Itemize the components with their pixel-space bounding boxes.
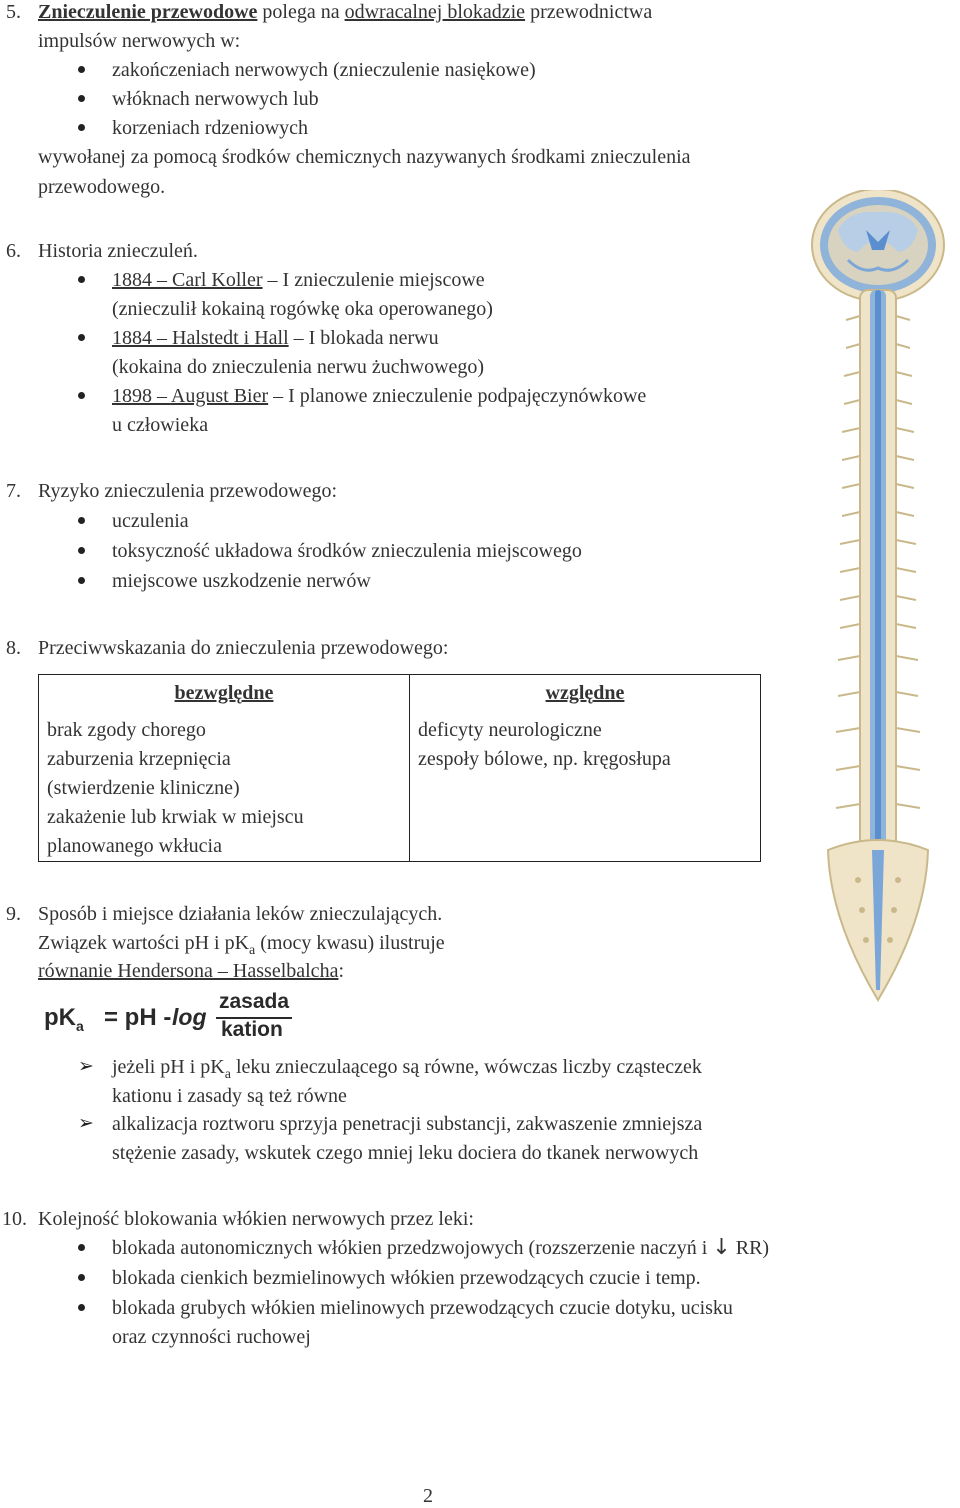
bullet-icon — [78, 1274, 85, 1281]
table-item: planowanego wkłucia — [47, 835, 222, 857]
formula-subscript: a — [76, 1017, 84, 1034]
table-item: zakażenie lub krwiak w miejscu — [47, 806, 304, 828]
bullet-icon — [78, 1244, 85, 1251]
history-name: August Bier — [170, 385, 269, 407]
bullet-icon — [78, 334, 85, 341]
text: leku znieczulaącego są równe, wówczas liczby cząsteczek — [230, 1056, 702, 1078]
history-item — [112, 384, 646, 408]
section-9-title: Sposób i miejsce działania leków znieczulających. — [38, 903, 443, 925]
section-5-line4: przewodowego. — [38, 176, 166, 198]
history-item — [112, 326, 439, 350]
bullet-icon — [78, 1304, 85, 1311]
table-cell-absolute — [39, 675, 410, 862]
history-subline: (kokaina do znieczulenia nerwu żuchwowego) — [112, 356, 485, 378]
history-name: Halstedt i Hall — [172, 327, 289, 349]
history-year: 1884 — [112, 327, 152, 349]
formula-pk: pK — [44, 1004, 76, 1031]
section-5-link: odwracalnej blokadzie — [344, 1, 526, 23]
arrow-item-line2: kationu i zasady są też równe — [112, 1085, 347, 1107]
bullet-icon — [78, 547, 85, 554]
section-5-line2: impulsów nerwowych w: — [38, 30, 241, 52]
section-8-number: 8. — [6, 637, 21, 659]
section-5-text: polega na — [257, 1, 345, 23]
arrow-item-line2: stężenie zasady, wskutek czego mniej leku dociera do tkanek nerwowych — [112, 1142, 699, 1164]
arrow-bullet-icon: ➢ — [78, 1113, 94, 1134]
history-subline: (znieczulił kokainą rogówkę oka operowanego) — [112, 298, 493, 320]
section-5-title: Znieczulenie przewodowe — [38, 1, 258, 23]
text: (mocy kwasu) ilustruje — [255, 932, 445, 954]
history-name: Carl Koller — [172, 269, 263, 291]
history-year: 1898 — [112, 385, 152, 407]
history-separator: – — [152, 385, 171, 407]
text: Związek wartości pH i pK — [38, 932, 250, 954]
table-item: (stwierdzenie kliniczne) — [47, 777, 240, 799]
list-item: blokada cienkich bezmielinowych włókien przewodzących czucie i temp. — [112, 1267, 701, 1289]
section-5-text-end: przewodnictwa — [525, 1, 653, 23]
arrow-item: alkalizacja roztworu sprzyja penetracji substancji, zakwaszenie zmniejsza — [112, 1113, 703, 1135]
formula-equals: = pH - — [104, 1004, 172, 1031]
list-item: uczulenia — [112, 510, 189, 532]
henderson-hasselbalch-formula — [44, 990, 304, 1042]
bullet-icon — [78, 577, 85, 584]
text: jeżeli pH i pK — [112, 1056, 225, 1078]
list-item: włóknach nerwowych lub — [112, 88, 319, 110]
page-number: 2 — [423, 1485, 433, 1507]
history-subline: u człowieka — [112, 414, 209, 436]
table-cell-relative — [410, 675, 761, 862]
section-10-title: Kolejność blokowania włókien nerwowych przez leki: — [38, 1208, 474, 1230]
text: : — [338, 960, 345, 982]
section-5-number: 5. — [6, 1, 21, 23]
table-header-relative: względne — [545, 682, 625, 704]
bullet-icon — [78, 66, 85, 73]
list-item-line2: oraz czynności ruchowej — [112, 1326, 311, 1348]
equation-link: równanie Hendersona – Hasselbalcha — [38, 960, 339, 982]
arrow-down-icon: ↓ — [712, 1235, 731, 1260]
history-description: – I blokada nerwu — [288, 327, 439, 349]
section-6-title: Historia znieczuleń. — [38, 240, 198, 262]
table-item: brak zgody chorego — [47, 719, 206, 741]
history-description: – I planowe znieczulenie podpajęczynówkowe — [268, 385, 647, 407]
history-separator: – — [152, 327, 172, 349]
contraindications-table — [38, 674, 761, 862]
text: blokada autonomicznych włókien przedzwojowych (rozszerzenie naczyń i — [112, 1237, 713, 1259]
formula-denominator: kation — [221, 1018, 283, 1041]
history-year: 1884 — [112, 269, 152, 291]
section-6-number: 6. — [6, 240, 21, 262]
bullet-icon — [78, 276, 85, 283]
history-description: – I znieczulenie miejscowe — [262, 269, 485, 291]
text: RR) — [730, 1237, 770, 1259]
bullet-icon — [78, 392, 85, 399]
formula-numerator: zasada — [219, 990, 290, 1013]
history-item — [112, 268, 485, 292]
section-7-title: Ryzyko znieczulenia przewodowego: — [38, 480, 338, 502]
bullet-icon — [78, 95, 85, 102]
list-item: korzeniach rdzeniowych — [112, 117, 309, 139]
section-7-number: 7. — [6, 480, 21, 502]
table-header-absolute: bezwględne — [174, 682, 274, 704]
bullet-icon — [78, 124, 85, 131]
section-9-number: 9. — [6, 903, 21, 925]
arrow-item — [112, 1055, 702, 1087]
list-item: blokada grubych włókien mielinowych przewodzących czucie dotyku, ucisku — [112, 1297, 733, 1319]
table-item: zespoły bólowe, np. kręgosłupa — [418, 748, 671, 770]
section-10-number: 10. — [2, 1208, 27, 1230]
section-5-line3: wywołanej za pomocą środków chemicznych nazywanych środkami znieczulenia — [38, 146, 691, 168]
table-item: deficyty neurologiczne — [418, 719, 602, 741]
bullet-icon — [78, 517, 85, 524]
history-separator: – — [152, 269, 172, 291]
arrow-bullet-icon: ➢ — [78, 1056, 94, 1077]
list-item: toksyczność układowa środków znieczulenia miejscowego — [112, 540, 582, 562]
section-9-line3 — [38, 959, 344, 983]
formula-lhs — [44, 1004, 84, 1034]
subscript: a — [224, 1067, 231, 1082]
section-5-heading — [38, 0, 652, 24]
table-item: zaburzenia krzepnięcia — [47, 748, 231, 770]
formula-log: log — [172, 1004, 207, 1030]
list-item: miejscowe uszkodzenie nerwów — [112, 570, 371, 592]
spinal-cord-anatomy-illustration — [808, 190, 948, 1005]
list-item — [112, 1236, 769, 1260]
section-8-title: Przeciwwskazania do znieczulenia przewodowego: — [38, 637, 449, 659]
list-item: zakończeniach nerwowych (znieczulenie nasiękowe) — [112, 59, 536, 81]
subscript: a — [249, 943, 256, 958]
